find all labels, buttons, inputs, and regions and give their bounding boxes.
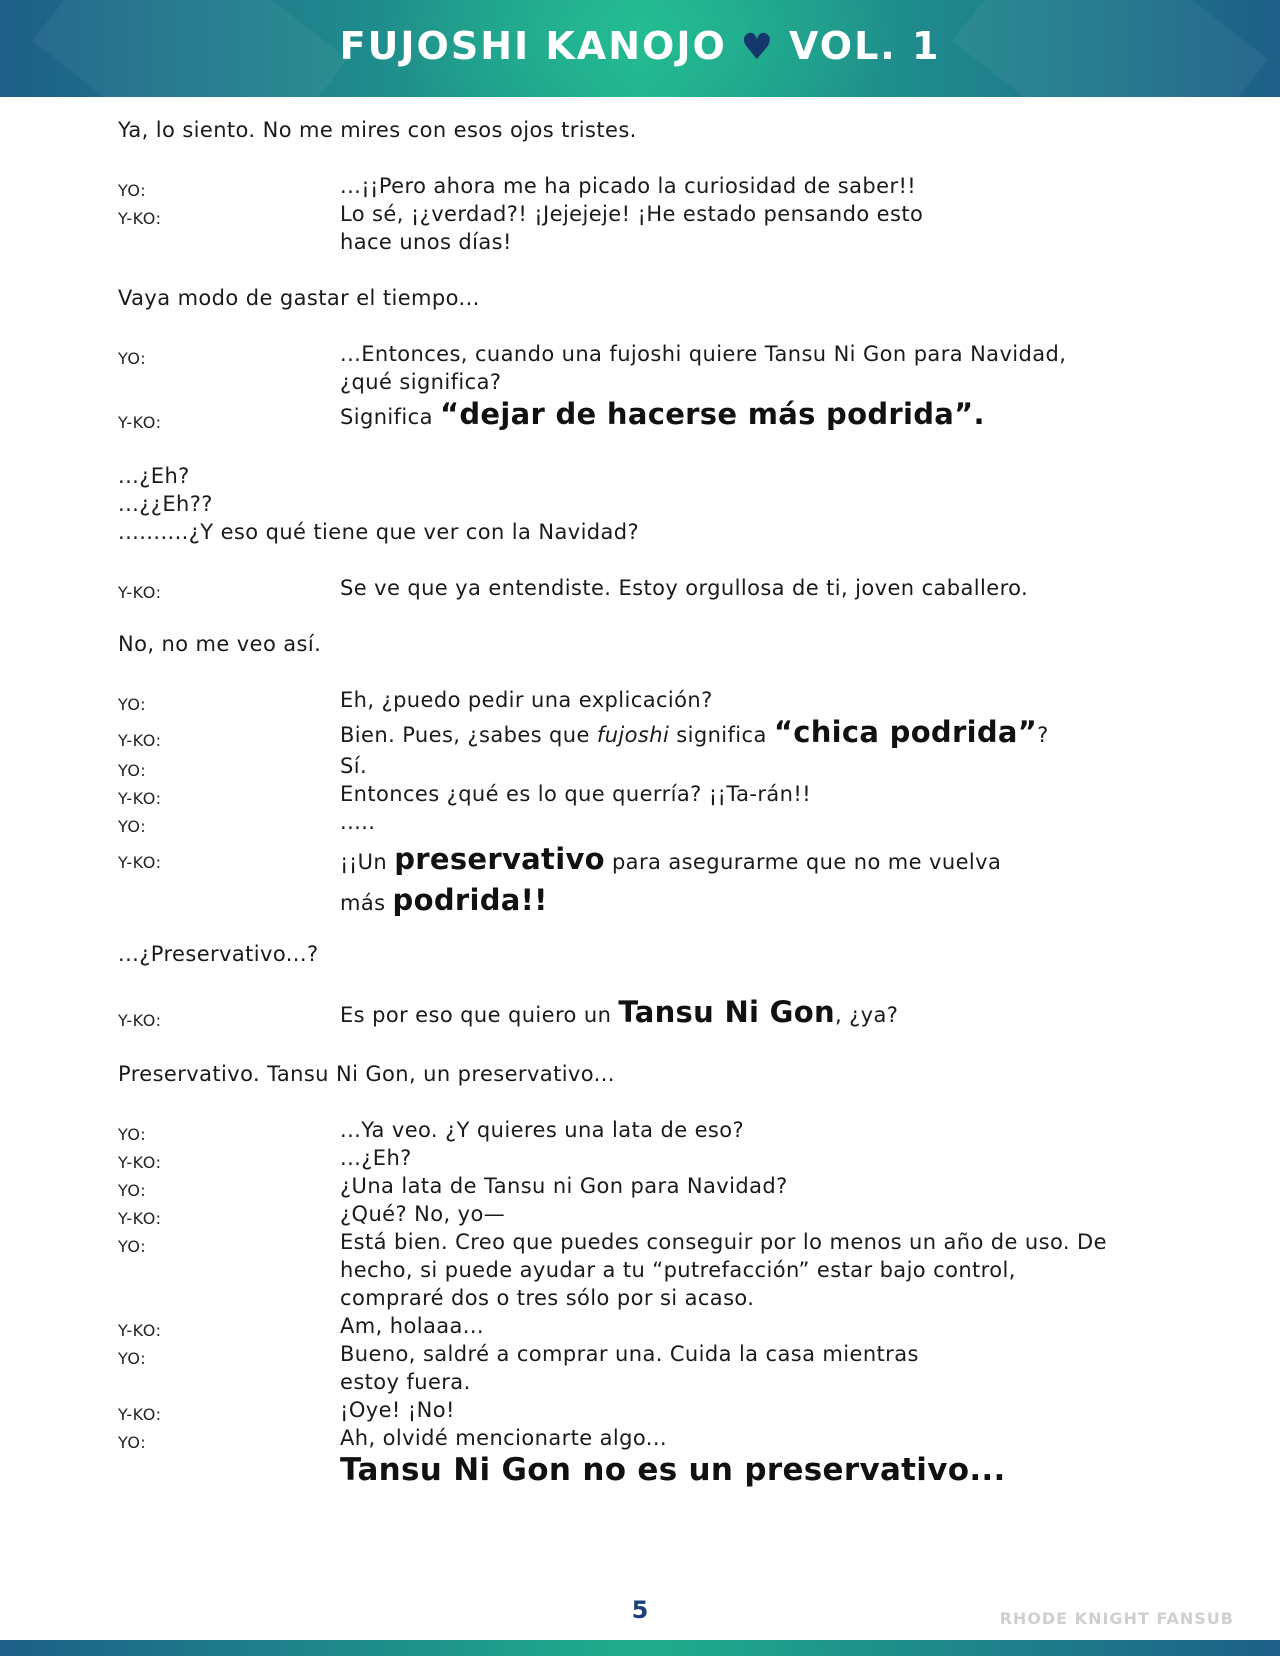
- dialogue-text: ...Entonces, cuando una fujoshi quiere Tansu Ni Gon para Navidad, ¿qué significa?: [340, 342, 1067, 394]
- emphasis-text: preservativo: [394, 842, 605, 876]
- dialogue-text: Ah, olvidé mencionarte algo...: [340, 1426, 667, 1450]
- dialogue-text: ¿Una lata de Tansu ni Gon para Navidad?: [340, 1174, 788, 1198]
- speaker-label: YO:: [118, 1125, 147, 1144]
- header-title: [0, 24, 1280, 68]
- narration-line: Preservativo. Tansu Ni Gon, un preservativo...: [118, 1062, 615, 1086]
- page-header: [0, 0, 1280, 97]
- narration-line: Ya, lo siento. No me mires con esos ojos tristes.: [118, 118, 637, 142]
- title-series: FUJOSHI KANOJO: [339, 24, 727, 68]
- speaker-label: Y-KO:: [118, 1153, 162, 1172]
- page-number: 5: [631, 1596, 649, 1624]
- speaker-label: Y-KO:: [118, 789, 162, 808]
- footer-bar: [0, 1640, 1280, 1656]
- speaker-label: Y-KO:: [118, 1321, 162, 1340]
- emphasis-text: podrida!!: [392, 883, 548, 917]
- speaker-label: Y-KO:: [118, 1011, 162, 1030]
- dialogue-text: Lo sé, ¡¿verdad?! ¡Jejejeje! ¡He estado pensando esto hace unos días!: [340, 202, 924, 254]
- emphasis-text: Tansu Ni Gon: [618, 995, 835, 1029]
- narration-line: No, no me veo así.: [118, 632, 322, 656]
- dialogue-text: Am, holaaa...: [340, 1314, 484, 1338]
- dialogue-text: ...¿Eh?: [340, 1146, 412, 1170]
- dialogue-text: Es por eso que quiero un Tansu Ni Gon, ¿ya?: [340, 995, 899, 1029]
- emphasis-text: “chica podrida”: [773, 715, 1038, 749]
- speaker-label: Y-KO:: [118, 209, 162, 228]
- dialogue-text: Significa “dejar de hacerse más podrida”.: [340, 397, 985, 431]
- dialogue-text: ¿Qué? No, yo—: [340, 1202, 506, 1226]
- speaker-label: YO:: [118, 1181, 147, 1200]
- dialogue-text: ...¡¡Pero ahora me ha picado la curiosidad de saber!!: [340, 174, 917, 198]
- speaker-label: Y-KO:: [118, 1209, 162, 1228]
- dialogue-text: Eh, ¿puedo pedir una explicación?: [340, 688, 713, 712]
- dialogue-text: ...Ya veo. ¿Y quieres una lata de eso?: [340, 1118, 745, 1142]
- speaker-label: YO:: [118, 349, 147, 368]
- speaker-label: Y-KO:: [118, 413, 162, 432]
- dialogue-text: Se ve que ya entendiste. Estoy orgullosa de ti, joven caballero.: [340, 576, 1029, 600]
- speaker-label: YO:: [118, 761, 147, 780]
- dialogue-text: Bien. Pues, ¿sabes que fujoshi significa “chica podrida”?: [340, 715, 1049, 749]
- speaker-label: Y-KO:: [118, 583, 162, 602]
- speaker-label: YO:: [118, 1349, 147, 1368]
- dialogue-text: ¡¡Un preservativo para asegurarme que no me vuelva más podrida!!: [340, 842, 1002, 917]
- speaker-label: YO:: [118, 1433, 147, 1452]
- speaker-label: Y-KO:: [118, 1405, 162, 1424]
- narration-line: ...¿¿Eh??: [118, 492, 213, 516]
- speaker-label: Y-KO:: [118, 853, 162, 872]
- narration-line: Vaya modo de gastar el tiempo...: [118, 286, 480, 310]
- dialogue-text: Sí.: [340, 754, 368, 778]
- dialogue-text: Está bien. Creo que puedes conseguir por lo menos un año de uso. De hecho, si puede ayudar a tu “putrefacción” estar bajo control, compraré dos o tres sólo por si acaso.: [340, 1230, 1107, 1310]
- closing-emphasis: Tansu Ni Gon no es un preservativo...: [340, 1452, 1006, 1488]
- dialogue-text: ¡Oye! ¡No!: [340, 1398, 455, 1422]
- narration-line: ..........¿Y eso qué tiene que ver con la Navidad?: [118, 520, 640, 544]
- speaker-label: Y-KO:: [118, 731, 162, 750]
- heart-icon: ♥: [740, 27, 776, 68]
- speaker-label: YO:: [118, 181, 147, 200]
- dialogue-text: Bueno, saldré a comprar una. Cuida la casa mientras estoy fuera.: [340, 1342, 919, 1394]
- fansub-credit: RHODE KNIGHT FANSUB: [999, 1609, 1234, 1628]
- dialogue-text: Entonces ¿qué es lo que querría? ¡¡Ta-rán!!: [340, 782, 812, 806]
- speaker-label: YO:: [118, 695, 147, 714]
- narration-line: ...¿Eh?: [118, 464, 190, 488]
- emphasis-text: “dejar de hacerse más podrida”.: [439, 397, 985, 431]
- narration-line: ...¿Preservativo...?: [118, 942, 319, 966]
- title-volume: VOL. 1: [789, 24, 941, 68]
- speaker-label: YO:: [118, 817, 147, 836]
- dialogue-text: .....: [340, 810, 376, 834]
- speaker-label: YO:: [118, 1237, 147, 1256]
